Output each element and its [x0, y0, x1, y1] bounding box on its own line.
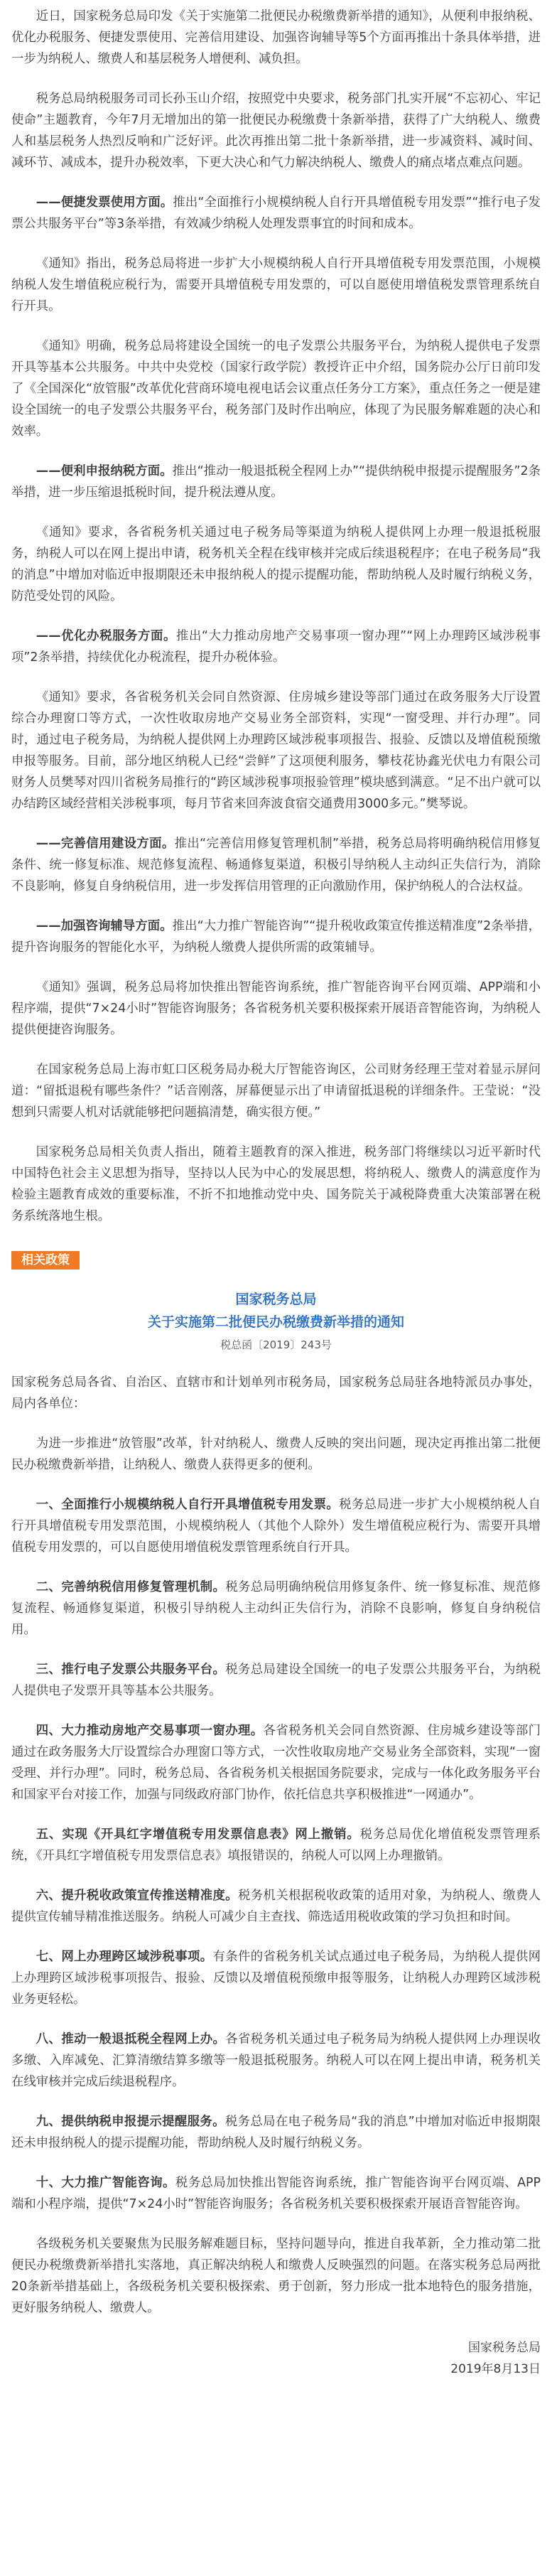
notice-item-title: 七、网上办理跨区域涉税事项。 [36, 1950, 213, 1964]
section-paragraph [11, 916, 541, 958]
notice-item-body: 税务总局加快推出智能咨询系统，推广智能咨询平台网页端、APP端和小程序端，提供“7×24小时”智能咨询服务；各省税务机关要积极探索开展语音智能咨询。 [11, 2176, 541, 2211]
notice-item-title: 十、大力推广智能咨询。 [36, 2176, 175, 2190]
section-paragraph: 在国家税务总局上海市虹口区税务局办税大厅智能咨询区，公司财务经理王莹对着显示屏问道：“留抵退税有哪些条件？”话音刚落，屏幕便显示出了申请留抵退税的详细条件。王莹说：“没想到只需要人机对话就能够把问题搞清楚，确实很方便。” [11, 1063, 541, 1120]
notice-org: 国家税务总局 [235, 1292, 317, 1307]
notice-item-title: 八、推动一般退抵税全程网上办。 [36, 2032, 226, 2046]
notice-item-title: 四、大力推动房地产交易事项一窗办理。 [36, 1724, 264, 1738]
notice-item-body: 税务总局优化增值税发票管理系统，《开具红字增值税专用发票信息表》填报错误的，纳税人可以网上办理撤销。 [11, 1828, 541, 1863]
section-heading-rest: 推出“大力推动房地产交易事项一窗办理”“网上办理跨区域涉税事项”2条举措，持续优化办税流程，提升办税体验。 [11, 629, 541, 665]
notice-item [11, 1885, 541, 1928]
section-paragraph: 《通知》强调，税务总局将加快推出智能咨询系统，推广智能咨询平台网页端、APP端和小程序端，提供“7×24小时”智能咨询服务；各省税务机关要积极探索开展语音智能咨询，为纳税人提供便捷咨询服务。 [11, 980, 541, 1037]
section-heading: ——加强咨询辅导方面。 [36, 919, 173, 933]
section-paragraph: 《通知》要求，各省税务机关通过电子税务局等渠道为纳税人提供网上办理一般退抵税服务，纳税人可以在网上提出申请，税务机关全程在线审核并完成后续退税程序；在电子税务局“我的消息”中增加对临近申报期限还未申报纳税人的提示提醒功能，帮助纳税人及时履行纳税义务，防范受处罚的风险。 [11, 525, 541, 603]
notice-title: 关于实施第二批便民办税缴费新举措的通知 [147, 1314, 404, 1330]
notice-signature: 国家税务总局 [468, 2341, 541, 2355]
notice-item-body: 各省税务机关通过电子税务局为纳税人提供网上办理误收多缴、入库减免、汇算清缴结算多缴等一般退抵税服务。纳税人可以在网上提出申请，税务机关在线审核并完成后续退税程序。 [11, 2032, 541, 2089]
notice-doc-number: 税总函〔2019〕243号 [220, 1338, 332, 1351]
notice-item [11, 1946, 541, 2010]
notice-item [11, 2172, 541, 2215]
notice-preamble: 为进一步推进“放管服”改革，针对纳税人、缴费人反映的突出问题，现决定再推出第二批便民办税缴费新举措，让纳税人、缴费人获得更多的便利。 [11, 1437, 541, 1472]
section-paragraph [11, 833, 541, 897]
notice-item-title: 五、实现《开具红字增值税专用发票信息表》网上撤销。 [36, 1828, 360, 1842]
notice-item-title: 六、提升税收政策宣传推送精准度。 [36, 1889, 239, 1903]
notice-item [11, 1494, 541, 1558]
section-heading: ——优化办税服务方面。 [36, 629, 176, 643]
notice-item-body: 税务总局明确纳税信用修复条件、统一修复标准、规范修复流程、畅通修复渠道，积极引导纳税人主动纠正失信行为，消除不良影响，修复自身纳税信用。 [11, 1580, 541, 1637]
section-heading-rest: 推出“推动一般退抵税全程网上办”“提供纳税申报提示提醒服务”2条举措，进一步压缩退抵税时间，提升税法遵从度。 [11, 464, 541, 500]
related-policy-tag: 相关政策 [11, 1251, 80, 1270]
section-heading: ——完善信用建设方面。 [36, 837, 175, 851]
section-heading: ——便捷发票使用方面。 [36, 195, 173, 210]
notice-item-title: 二、完善纳税信用修复管理机制。 [36, 1580, 226, 1594]
notice-item-title: 三、推行电子发票公共服务平台。 [36, 1663, 226, 1677]
notice-item-title: 一、全面推行小规模纳税人自行开具增值税专用发票。 [36, 1498, 340, 1512]
notice-item [11, 1577, 541, 1641]
notice-item [11, 1824, 541, 1867]
notice-item-body: 各省税务机关会同自然资源、住房城乡建设等部门通过在政务服务大厅设置综合办理窗口等方式，一次性收取房地产交易业务全部资料，实现“一窗受理、并行办理”。同时，税务总局、各省税务机关根据国务院要求，完成与一体化政务服务平台和国家平台对接工作，加强与同级政府部门协作，依托信息共享积极推进“一网通办”。 [11, 1724, 541, 1802]
notice-item [11, 1720, 541, 1805]
section-heading-rest: 推出“大力推广智能咨询”“提升税收政策宣传推送精准度”2条举措，提升咨询服务的智能化水平，为纳税人缴费人提供所需的政策辅导。 [11, 919, 541, 955]
section-paragraph: 《通知》要求，各省税务机关会同自然资源、住房城乡建设等部门通过在政务服务大厅设置综合办理窗口等方式，一次性收取房地产交易业务全部资料，实现“一窗受理、并行办理”。同时，通过电子税务局，为纳税人提供网上办理跨区域涉税事项报告、报验、反馈以及增值税预缴申报等服务。目前，部分地区纳税人已经“尝鲜”了这项便利服务，攀枝花协鑫光伏电力有限公司财务人员樊琴对四川省税务局推行的“跨区域涉税事项报验管理”模块感到满意。“足不出户就可以办结跨区域经营相关涉税事项，每月节省来回奔波食宿交通费用3000多元。”樊琴说。 [11, 690, 541, 811]
section-paragraph: 《通知》明确，税务总局将建设全国统一的电子发票公共服务平台，为纳税人提供电子发票开具等基本公共服务。中共中央党校（国家行政学院）教授许正中介绍，国务院办公厅日前印发了《全国深化“放管服”改革优化营商环境电视电话会议重点任务分工方案》，重点任务之一便是建设全国统一的电子发票公共服务平台，税务部门及时作出响应，体现了为民服务解难题的决心和效率。 [11, 339, 541, 439]
article [0, 6, 552, 2391]
notice-item-body: 税务总局进一步扩大小规模纳税人自行开具增值税专用发票范围，小规模纳税人（其他个人除外）发生增值税应税行为、需要开具增值税专用发票的，可以自愿使用增值税发票管理系统自行开具。 [11, 1498, 541, 1555]
notice-date: 2019年8月13日 [450, 2362, 541, 2376]
section-paragraph [11, 192, 541, 235]
notice-item-body: 税务总局在电子税务局“我的消息”中增加对临近申报期限还未申报纳税人的提示提醒功能，帮助纳税人及时履行纳税义务。 [11, 2115, 541, 2150]
notice-salutation: 国家税务总局各省、自治区、直辖市和计划单列市税务局，国家税务总局驻各地特派员办事处，局内各单位： [11, 1375, 541, 1411]
related-policy-row [11, 1251, 541, 1270]
notice-closing: 各级税务机关要聚焦为民服务解难题目标，坚持问题导向，推进自我革新，全力推动第二批便民办税缴费新举措扎实落地，真正解决纳税人和缴费人反映强烈的问题。在落实税务总局两批20条新举措基础上，各级税务机关要积极探索、勇于创新，努力形成一批本地特色的服务措施，更好服务纳税人、缴费人。 [11, 2237, 541, 2315]
notice-item [11, 1659, 541, 1702]
notice-item [11, 2111, 541, 2154]
section-heading: ——便利申报纳税方面。 [36, 464, 173, 478]
section-heading-rest: 推出“全面推行小规模纳税人自行开具增值税专用发票”“推行电子发票公共服务平台”等3条举措，有效减少纳税人处理发票事宜的时间和成本。 [11, 195, 541, 231]
notice-item-body: 税务总局建设全国统一的电子发票公共服务平台，为纳税人提供电子发票开具等基本公共服务。 [11, 1663, 541, 1698]
notice-item-title: 九、提供纳税申报提示提醒服务。 [36, 2115, 225, 2129]
section-paragraph: 《通知》指出，税务总局将进一步扩大小规模纳税人自行开具增值税专用发票范围，小规模纳税人发生增值税应税行为，需要开具增值税专用发票的，可以自愿使用增值税发票管理系统自行开具。 [11, 257, 541, 313]
section-paragraph [11, 626, 541, 668]
intro-paragraph-1: 近日，国家税务总局印发《关于实施第二批便民办税缴费新举措的通知》，从便利申报纳税、优化办税服务、便捷发票使用、完善信用建设、加强咨询辅导等5个方面再推出十条具体举措，进一步为纳税人、缴费人和基层税务人增便利、减负担。 [11, 9, 541, 66]
notice-item [11, 2029, 541, 2093]
notice-item-body: 税务机关根据税收政策的适用对象，为纳税人、缴费人提供宣传辅导精准推送服务。纳税人可减少自主查找、筛选适用税收政策的学习负担和时间。 [11, 1889, 541, 1924]
section-paragraph [11, 461, 541, 503]
section-heading-rest: 推出“完善信用修复管理机制”举措，税务总局将明确纳税信用修复条件、统一修复标准、规范修复流程、畅通修复渠道，积极引导纳税人主动纠正失信行为，消除不良影响，修复自身纳税信用，进一步发挥信用管理的正向激励作用，保护纳税人的合法权益。 [11, 837, 541, 893]
intro-paragraph-2: 税务总局纳税服务司司长孙玉山介绍，按照党中央要求，税务部门扎实开展“不忘初心、牢记使命”主题教育，今年7月无增加出的第一批便民办税缴费十条新举措，获得了广大纳税人、缴费人和基层税务人热烈反响和广泛好评。此次再推出第二批十条新举措，进一步减资料、减时间、减环节、减成本，提升办税效率，下更大决心和气力解决纳税人、缴费人的痛点堵点难点问题。 [11, 92, 541, 170]
section-paragraph: 国家税务总局相关负责人指出，随着主题教育的深入推进，税务部门将继续以习近平新时代中国特色社会主义思想为指导，坚持以人民为中心的发展思想，将纳税人、缴费人的满意度作为检验主题教育成效的重要标准，不折不扣地推动党中央、国务院关于减税降费重大决策部署在税务系统落地生根。 [11, 1145, 541, 1223]
notice-item-body: 有条件的省税务机关试点通过电子税务局，为纳税人提供网上办理跨区域涉税事项报告、报验、反馈以及增值税预缴申报等服务，让纳税人办理跨区域涉税业务更轻松。 [11, 1950, 541, 2007]
